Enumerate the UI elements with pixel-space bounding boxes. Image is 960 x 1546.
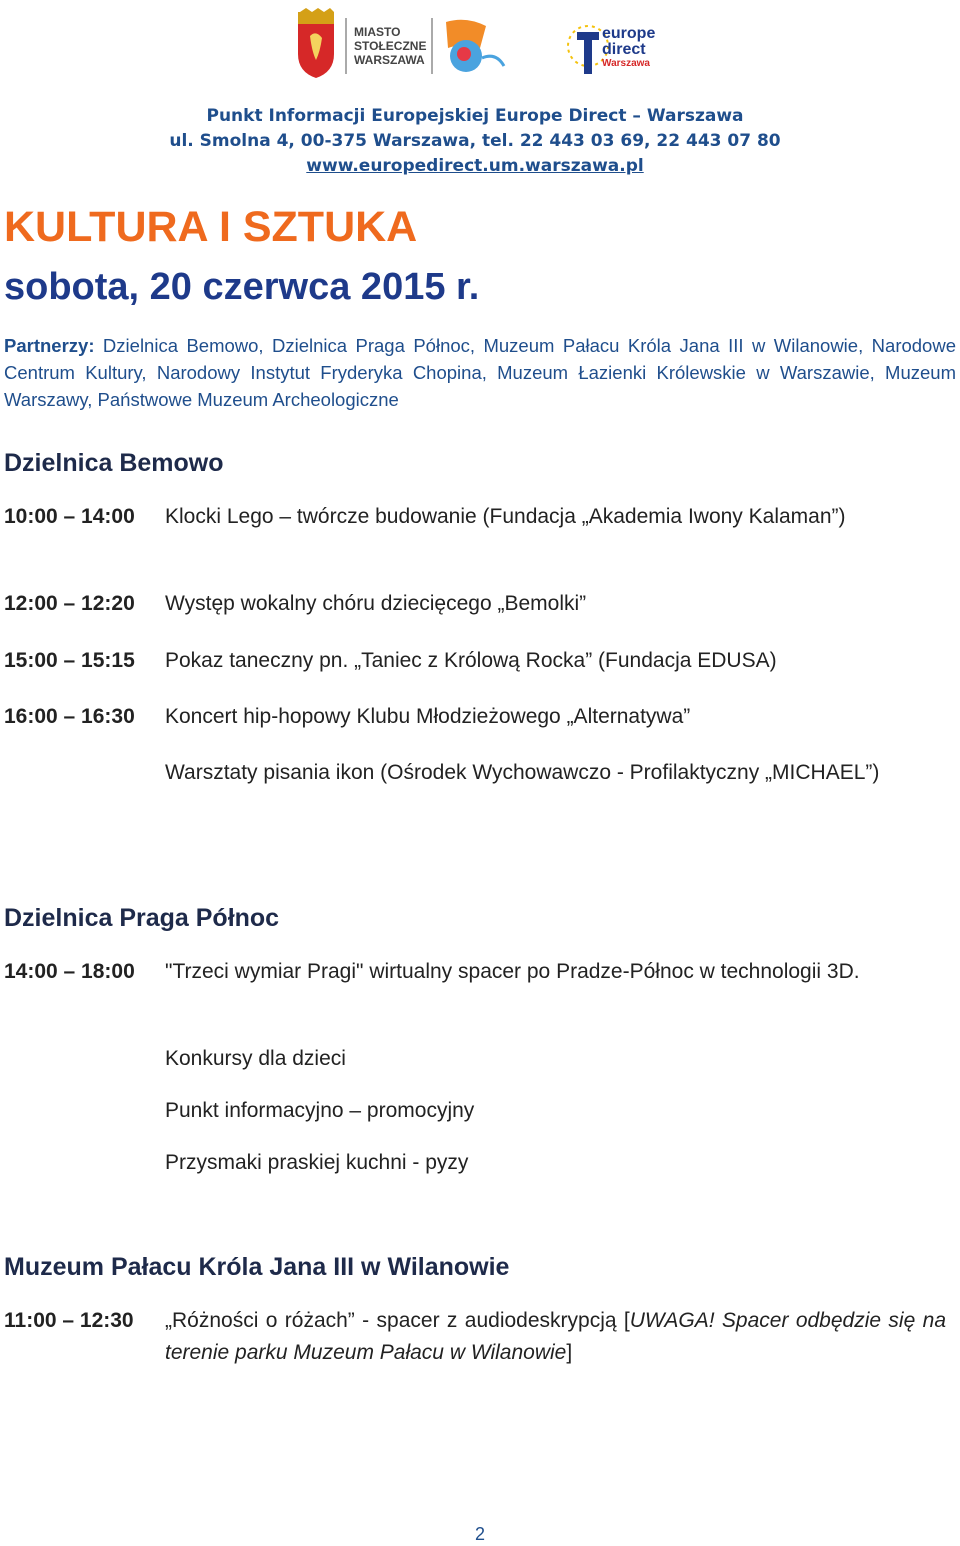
event-row [4,645,946,677]
logo-city-line2: STOŁECZNE [354,39,427,53]
event-row [4,501,946,533]
logo-ed-line3: Warszawa [602,58,650,69]
event-description: Warsztaty pisania ikon (Ośrodek Wychowawczo - Profilaktyczny „MICHAEL”) [165,761,880,784]
info-line-1: Punkt Informacji Europejskiej Europe Direct – Warszawa [206,106,744,126]
event-time: 16:00 – 16:30 [4,705,135,728]
europe-direct-logo [568,25,655,74]
logo-city-line1: MIASTO [354,25,401,39]
event-row [4,1095,946,1127]
event-row [4,1305,946,1369]
event-description: Klocki Lego – twórcze budowanie (Fundacja „Akademia Iwony Kalaman”) [165,505,846,528]
page-number: 2 [474,1524,485,1544]
event-description-main: „Różności o różach” - spacer z audiodeskrypcją [ [165,1309,630,1332]
info-header [150,104,800,179]
event-description: Przysmaki praskiej kuchni - pyzy [165,1151,469,1174]
partners-label: Partnerzy: [4,335,95,356]
logo-ed-line1: europe [602,25,656,42]
colorful-district-logo [446,20,504,72]
event-description: Koncert hip-hopowy Klubu Młodzieżowego „Alternatywa” [165,705,691,728]
event-row [4,1147,946,1179]
event-description: Pokaz taneczny pn. „Taniec z Królową Rocka” (Fundacja EDUSA) [165,649,777,672]
event-row [4,701,946,733]
header-logos [296,8,676,88]
info-line-2: ul. Smolna 4, 00-375 Warszawa, tel. 22 443 03 69, 22 443 07 80 [169,131,781,151]
event-description: Występ wokalny chóru dziecięcego „Bemolki” [165,592,587,615]
logos-svg [296,8,676,88]
logo-city-line3: WARSZAWA [354,53,425,67]
event-row [4,757,946,789]
event-description-end: ] [566,1341,573,1364]
page-title: KULTURA I SZTUKA [4,203,418,251]
event-description [165,1305,946,1369]
event-time: 15:00 – 15:15 [4,649,135,672]
event-description: Punkt informacyjno – promocyjny [165,1099,475,1122]
event-time: 10:00 – 14:00 [4,505,135,528]
page-date: sobota, 20 czerwca 2015 r. [4,266,480,308]
event-time: 12:00 – 12:20 [4,592,135,615]
event-description: "Trzeci wymiar Pragi" wirtualny spacer po Pradze-Północ w technologii 3D. [165,960,860,983]
partners-text: Dzielnica Bemowo, Dzielnica Praga Północ, Muzeum Pałacu Króla Jana III w Wilanowie, Narodowe Centrum Kultury, Narodowy Instytut Fryderyka Chopina, Muzeum Łazienki Królewskie w Warszawie, Muzeum Warszawy, Państwowe Muzeum Archeologiczne [4,335,956,410]
section-heading-praga: Dzielnica Praga Północ [4,904,280,932]
event-time: 14:00 – 18:00 [4,960,135,983]
event-row [4,956,946,988]
warsaw-coat-of-arms-logo [298,8,334,78]
logo-ed-line2: direct [602,41,646,58]
event-row [4,1043,946,1075]
info-url-link[interactable]: www.europedirect.um.warszawa.pl [306,156,644,176]
section-heading-bemowo: Dzielnica Bemowo [4,449,224,477]
partners-paragraph [4,332,956,413]
event-time: 11:00 – 12:30 [4,1309,134,1332]
section-heading-wilanow: Muzeum Pałacu Króla Jana III w Wilanowie [4,1253,510,1281]
event-description-note: UWAGA! Spacer odbędzie się na terenie parku Muzeum Pałacu w Wilanowie [165,1309,947,1364]
event-row [4,588,946,620]
event-description: Konkursy dla dzieci [165,1047,346,1070]
